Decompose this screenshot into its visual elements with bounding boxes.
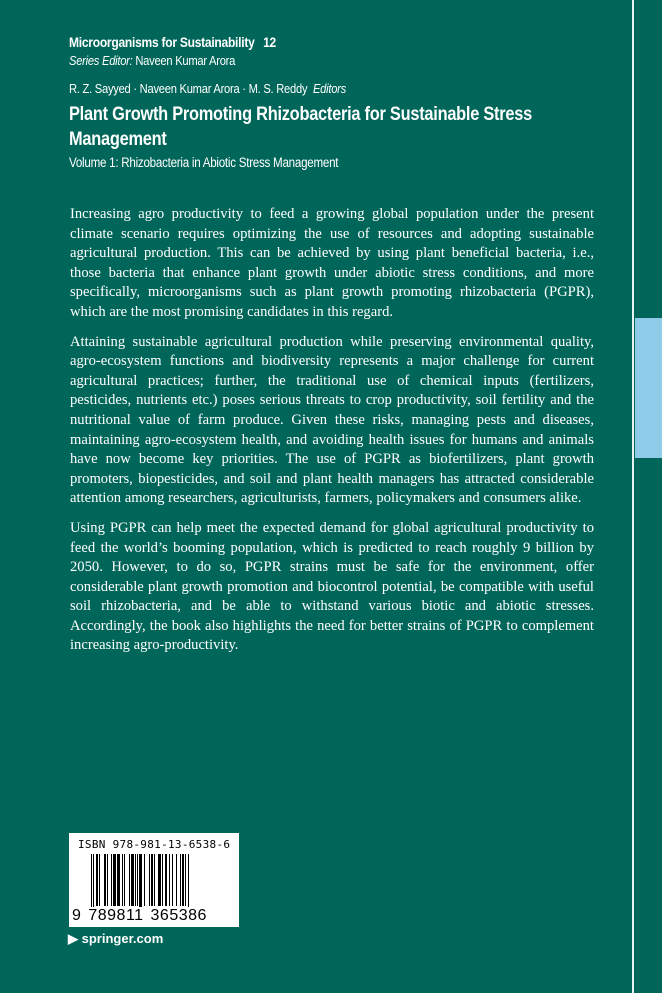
series-editor	[69, 53, 235, 68]
isbn-text: ISBN 978-981-13-6538-6	[78, 838, 231, 851]
barcode-bar	[144, 854, 145, 906]
barcode-bar	[117, 854, 119, 906]
barcode-bar	[129, 854, 130, 906]
barcode-bar	[135, 854, 136, 906]
editor-names: R. Z. Sayyed · Naveen Kumar Arora · M. S. Reddy	[69, 81, 308, 96]
isbn-barcode	[69, 833, 239, 927]
barcode-bar	[111, 854, 112, 906]
barcode-bar	[137, 854, 138, 906]
book-title: Plant Growth Promoting Rhizobacteria for Sustainable Stress Management	[69, 103, 532, 150]
editors	[69, 81, 346, 96]
barcode-bar	[131, 854, 133, 906]
barcode-bar	[176, 854, 177, 906]
barcode-bar	[113, 854, 116, 906]
blurb	[70, 205, 594, 666]
barcode-digits-right: 365386	[150, 907, 207, 924]
barcode-bar	[122, 854, 123, 906]
barcode-bar	[151, 854, 153, 906]
barcode-bar	[124, 854, 125, 906]
book-subtitle: Volume 1: Rhizobacteria in Abiotic Stress Management	[69, 155, 339, 170]
barcode-bars	[91, 854, 225, 912]
spine-accent-block	[635, 318, 662, 458]
barcode-digits	[71, 907, 208, 925]
spine-divider	[632, 0, 634, 993]
barcode-bar	[158, 854, 161, 906]
publisher-link-text: springer.com	[81, 931, 164, 946]
barcode-bar	[182, 854, 184, 906]
barcode-bar	[169, 854, 170, 906]
barcode-bar	[172, 854, 173, 906]
barcode-bar	[185, 854, 186, 906]
barcode-digits-left: 789811	[88, 907, 144, 924]
barcode-bar	[162, 854, 163, 906]
blurb-paragraph: Attaining sustainable agricultural production while preserving environmental quality, agro-ecosystem functions and biodiversity represents a major challenge for current agricultural practices; further, the traditional use of chemical inputs (fertilizers, pesticides, nutrients etc.) poses serious threats to crop productivity, soil fertility and the nutritional value of farm produce. Given these risks, managing pests and diseases, maintaining agro-ecosystem health, and avoiding health issues for humans and animals have now become key priorities. The use of PGPR as biofertilizers, plant growth promoters, biopesticides, and soil and plant health managers has attracted considerable attention among researchers, agriculturists, farmers, policymakers and consumers alike.	[70, 333, 594, 507]
play-arrow-icon: ▶	[68, 931, 78, 946]
barcode-bar	[104, 854, 106, 906]
editors-label: Editors	[312, 81, 346, 96]
barcode-bar	[96, 854, 98, 906]
barcode-bar	[180, 854, 181, 906]
barcode-bar	[107, 854, 108, 906]
barcode-bar	[99, 854, 100, 906]
blurb-paragraph: Using PGPR can help meet the expected demand for global agricultural productivity to feed the world’s booming population, which is predicted to reach roughly 9 billion by 2050. However, to do so, PGPR strains must be safe for the environment, offer considerable plant growth promotion and biocontrol potential, be compatible with useful soil rhizobacteria, and be able to withstand various biotic and abiotic stresses. Accordingly, the book also highlights the need for better strains of PGPR to complement increasing agro-productivity.	[70, 519, 594, 654]
barcode-bar	[149, 854, 150, 906]
barcode-bar	[154, 854, 155, 906]
series-name: Microorganisms for Sustainability	[69, 34, 255, 50]
series-editor-label: Series Editor:	[69, 53, 133, 68]
series-title	[69, 34, 276, 50]
blurb-paragraph: Increasing agro productivity to feed a growing global population under the present climate scenario requires optimizing the use of resources and adopting sustainable agricultural production. This can be achieved by using plant beneficial bacteria, i.e., those bacteria that enhance plant growth under abiotic stress conditions, and more specifically, microorganisms such as plant growth promoting rhizobacteria (PGPR), which are the most promising candidates in this regard.	[70, 206, 594, 320]
series-editor-name: Naveen Kumar Arora	[135, 53, 236, 68]
publisher-link[interactable]	[68, 931, 163, 947]
series-number: 12	[263, 34, 276, 50]
barcode-digit-first: 9	[72, 907, 82, 924]
barcode-bar	[165, 854, 167, 906]
